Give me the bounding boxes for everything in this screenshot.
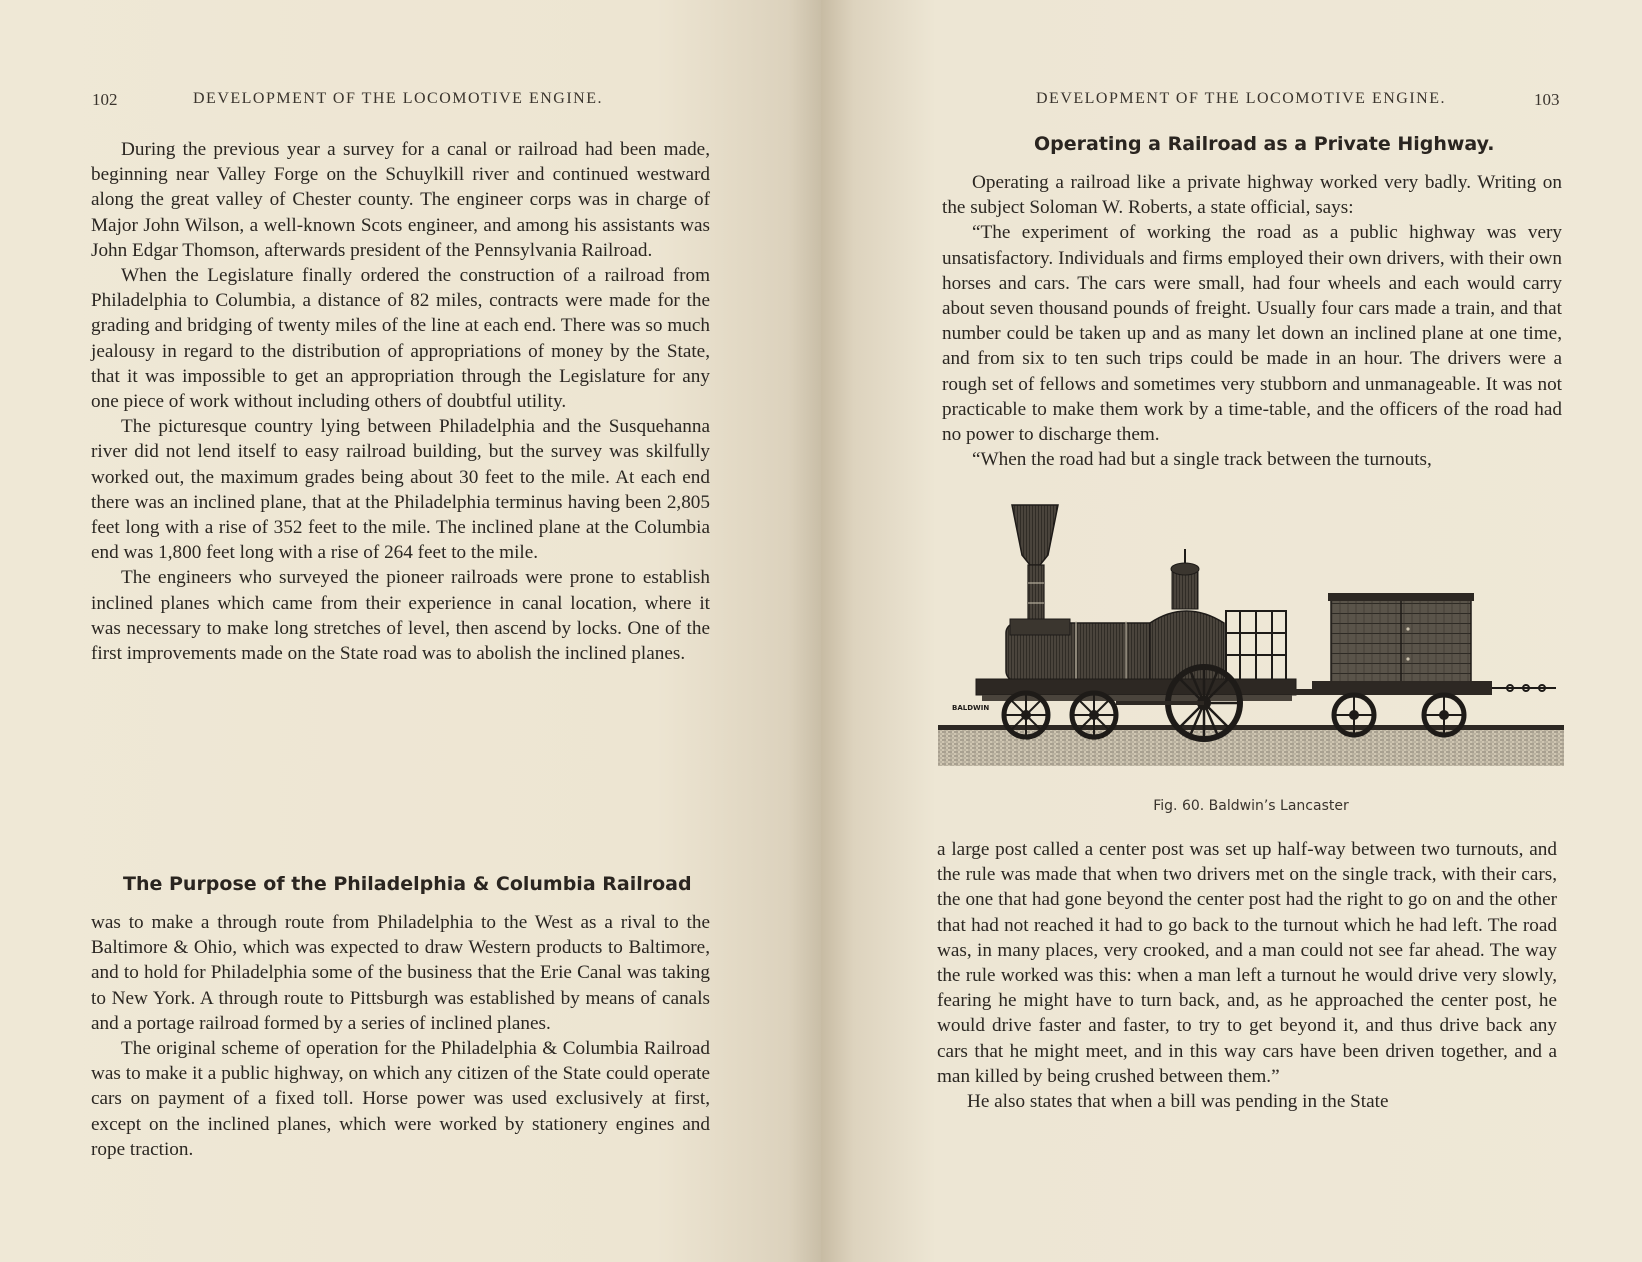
running-board	[982, 695, 1292, 701]
paragraph: The original scheme of operation for the Philadelphia & Columbia Railroad was to make it a public highway, on which any citizen of the State could operate cars on payment of a fixed toll. Horse power was used exclusively at first, except on the inclined planes, which were worked by stationery engines and rope traction.	[91, 1038, 710, 1160]
leading-wheel	[1072, 693, 1116, 737]
rail	[938, 725, 1564, 730]
paragraph: Operating a railroad like a private highway worked very badly. Writing on the subject Soloman W. Roberts, a state official, says:	[942, 172, 1562, 219]
tender-wheel	[1424, 695, 1464, 735]
steam-dome	[1150, 549, 1224, 681]
tender-wheel	[1334, 695, 1374, 735]
page-number-right: 103	[1534, 90, 1560, 109]
right-body-top	[942, 170, 1562, 472]
footplate-railing	[1226, 611, 1286, 681]
left-body-top	[91, 137, 710, 666]
locomotive-illustration	[936, 503, 1566, 783]
paragraph: The engineers who surveyed the pioneer railroads were prone to establish inclined planes which came from their experience in canal location, where it was necessary to make long stretches of level, then ascend by locks. One of the first improvements made on the State road was to abolish the inclined planes.	[91, 567, 710, 665]
section-heading-right: Operating a Railroad as a Private Highway.	[1034, 133, 1495, 155]
leading-wheel	[1004, 693, 1048, 737]
running-head-right: DEVELOPMENT OF THE LOCOMOTIVE ENGINE.	[1036, 90, 1446, 107]
paragraph: “When the road had but a single track between the turnouts,	[972, 449, 1432, 471]
smokestack	[1012, 505, 1058, 627]
figure-caption: Fig. 60. Baldwin’s Lancaster	[1153, 798, 1349, 814]
section-heading-left: The Purpose of the Philadelphia & Columbia Railroad	[123, 873, 692, 895]
paragraph: When the Legislature finally ordered the construction of a railroad from Philadelphia to Columbia, a distance of 82 miles, contracts were made for the grading and bridging of twenty miles of the line at each end. There was so much jealousy in regard to the distribution of appropriations of money by the State, that it was impossible to get an appropriation through the Legislature for any one piece of work without including others of doubtful utility.	[91, 265, 710, 413]
coupling-chain	[1492, 685, 1556, 691]
paragraph: a large post called a center post was set up half-way between two turnouts, and the rule was made that when two drivers met on the single track, with their cars, the one that had gone beyond the center post had the right to go on and the other that had not reached it had to go back to the turnout which he had left. The road was, in many places, very crooked, and a man could not see far ahead. The way the rule worked was this: when a man left a turnout he would drive very slowly, fearing he might have to turn back, and, as he approached the center post, he would drive faster and faster, to try to get beyond it, and thus drive back any cars that he might meet, and in this way cars have been driven together, and a man killed by being crushed between them.”	[937, 839, 1557, 1087]
right-body-bottom	[937, 837, 1557, 1114]
paragraph: The picturesque country lying between Philadelphia and the Susquehanna river did not lend itself to easy railroad building, but the survey was skilfully worked out, the maximum grades being about 30 feet to the mile. At each end there was an inclined plane, that at the Philadelphia terminus having been 2,805 feet long with a rise of 352 feet to the mile. The inclined plane at the Columbia end was 1,800 feet long with a rise of 264 feet to the mile.	[91, 416, 710, 564]
running-head-left: DEVELOPMENT OF THE LOCOMOTIVE ENGINE.	[193, 90, 603, 107]
paragraph: He also states that when a bill was pending in the State	[967, 1091, 1389, 1113]
paragraph: was to make a through route from Philadelphia to the West as a rival to the Baltimore & Ohio, which was expected to draw Western products to Baltimore, and to hold for Philadelphia some of the business that the Erie Canal was taking to New York. A through route to Pittsburgh was established by means of canals and a portage railroad formed by a series of inclined planes.	[91, 912, 710, 1034]
page-number-left: 102	[92, 90, 118, 109]
paragraph: During the previous year a survey for a canal or railroad had been made, beginning near Valley Forge on the Schuylkill river and continued westward along the great valley of Chester county. The engineer corps was in charge of Major John Wilson, a well-known Scots engineer, and among his assistants was John Edgar Thomson, afterwards president of the Pennsylvania Railroad.	[91, 139, 710, 261]
tender	[1312, 593, 1492, 695]
left-body-bottom	[91, 910, 710, 1162]
makers-plate-text: BALDWIN	[952, 704, 990, 712]
paragraph: “The experiment of working the road as a public highway was very unsatisfactory. Individuals and firms employed their own drivers, with their own horses and cars. The cars were small, had four wheels and each would carry about seven thousand pounds of freight. Usually four cars made a train, and that number could be taken up and as many let down an inclined plane at one time, and from six to ten such trips could be made in an hour. The drivers were a rough set of fellows and sometimes very stubborn and unmanageable. It was not practicable to make them work by a time-table, and the officers of the road had no power to discharge them.	[942, 222, 1562, 446]
